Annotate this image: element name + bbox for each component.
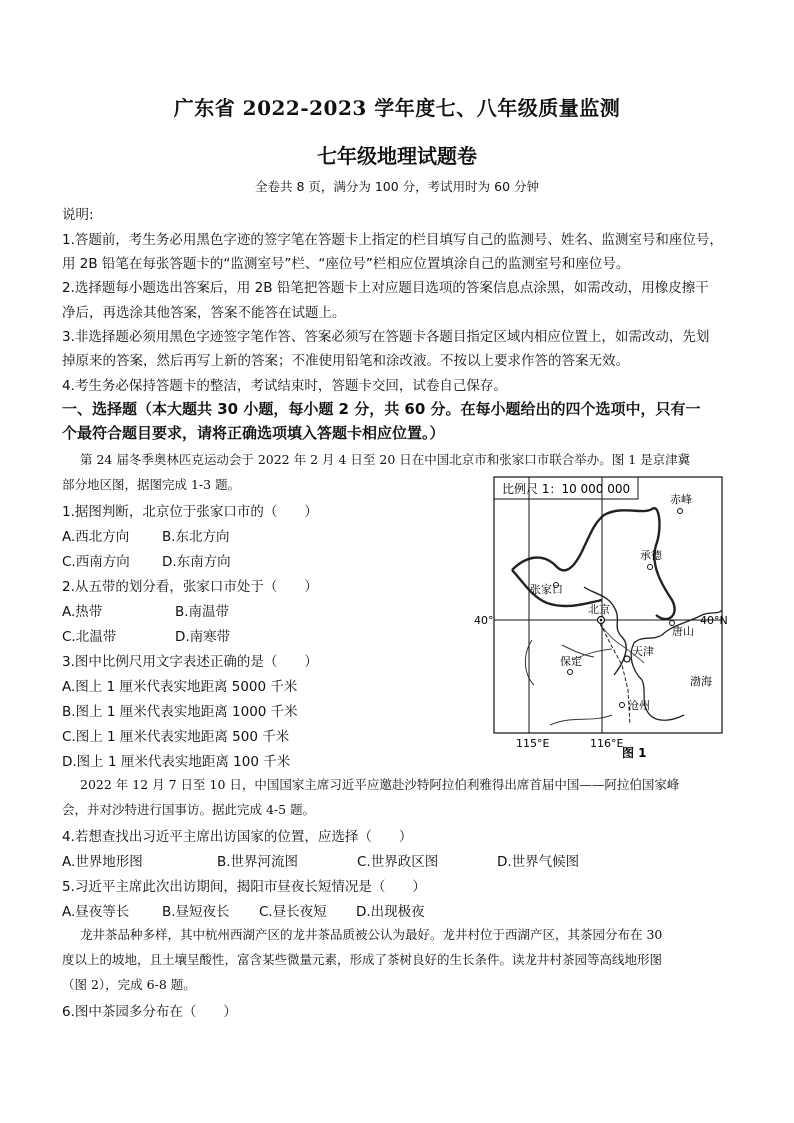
option: C.西南方向 [62, 554, 130, 570]
capital-dot [600, 619, 603, 622]
city-label-baoding: 保定 [560, 655, 582, 668]
instruction-line: 掉原来的答案，然后再写上新的答案；不准使用铅笔和涂改液。不按以上要求作答的答案无效。 [62, 353, 629, 369]
instructions-label: 说明: [62, 207, 94, 223]
instruction-line: 3.非选择题必须用黑色字迹签字笔作答、答案必须写在答题卡各题目指定区域内相应位置上，如需改动，先划 [62, 329, 710, 345]
passage-text: 度以上的坡地，且土壤呈酸性，富含某些微量元素，形成了茶树良好的生长条件。读龙井村茶园等高线地形图 [62, 952, 663, 967]
option: A.世界地形图 [62, 854, 143, 870]
exam-title: 广东省 2022-2023 学年度七、八年级质量监测 [173, 96, 621, 120]
city-marker-baoding [568, 670, 573, 675]
lon-label-115: 115°E [516, 737, 550, 750]
city-label-zhangjiakou: 张家口 [530, 583, 563, 596]
option: B.昼短夜长 [162, 904, 230, 920]
city-label-beijing: 北京 [588, 603, 610, 616]
question-stem: 6.图中茶园多分布在（ ） [62, 1004, 237, 1020]
lon-label-116: 116°E [590, 737, 624, 750]
option: C.图上 1 厘米代表实地距离 500 千米 [62, 729, 290, 745]
question-stem: 5.习近平主席此次出访期间，揭阳市昼夜长短情况是（ ） [62, 879, 426, 895]
passage-text: （图 2），完成 6-8 题。 [62, 977, 196, 992]
option: C.北温带 [62, 629, 117, 645]
question-stem: 1.据图判断，北京位于张家口市的（ ） [62, 504, 318, 520]
option: D.出现极夜 [356, 904, 425, 920]
figure-caption: 图 1 [622, 746, 647, 760]
option: B.世界河流图 [217, 854, 299, 870]
passage-text: 2022 年 12 月 7 日至 10 日，中国国家主席习近平应邀赴沙特阿拉伯利雅得出席首届中国——阿拉伯国家峰 [80, 777, 680, 792]
admin-boundary [525, 640, 612, 725]
option: D.图上 1 厘米代表实地距离 100 千米 [62, 754, 291, 770]
option: A.昼夜等长 [62, 904, 130, 920]
question-stem: 2.从五带的划分看，张家口市处于（ ） [62, 579, 318, 595]
instruction-line: 4.考生务必保持答题卡的整洁，考试结束时，答题卡交回，试卷自己保存。 [62, 378, 507, 394]
city-marker-cangzhou [620, 703, 625, 708]
city-label-tianjin: 天津 [632, 645, 654, 658]
city-label-tangshan: 唐山 [672, 625, 694, 638]
city-label-chengde: 承德 [640, 549, 662, 562]
city-marker-chifeng [678, 509, 683, 514]
instruction-line: 2.选择题每小题选出答案后，用 2B 铅笔把答题卡上对应题目选项的答案信息点涂黑，如需改动，用橡皮擦干 [62, 280, 709, 296]
lat-label-left: 40° [474, 614, 494, 627]
passage-text: 龙井茶品种多样，其中杭州西湖产区的龙井茶品质被公认为最好。龙井村位于西湖产区，其茶园分布在 30 [80, 927, 663, 942]
option: B.图上 1 厘米代表实地距离 1000 千米 [62, 704, 298, 720]
option: B.南温带 [175, 604, 230, 620]
passage-text: 第 24 届冬季奥林匹克运动会于 2022 年 2 月 4 日至 20 日在中国北京市和张家口市联合举办。图 1 是京津冀 [80, 452, 691, 467]
exam-info: 全卷共 8 页，满分为 100 分，考试用时为 60 分钟 [254, 179, 540, 194]
city-label-cangzhou: 沧州 [628, 699, 650, 712]
option: D.世界气候图 [497, 854, 580, 870]
option: D.南寒带 [175, 629, 231, 645]
instruction-line: 1.答题前，考生务必用黑色字迹的签字笔在答题卡上指定的栏目填写自己的监测号、姓名、监测室号和座位号， [62, 232, 723, 248]
option: C.世界政区图 [357, 854, 439, 870]
exam-subtitle: 七年级地理试题卷 [317, 144, 477, 168]
passage-text: 会，并对沙特进行国事访。据此完成 4-5 题。 [62, 802, 316, 817]
question-stem: 3.图中比例尺用文字表述正确的是（ ） [62, 654, 318, 670]
option: B.东北方向 [162, 529, 230, 545]
figure-1-map [472, 475, 734, 765]
city-marker-chengde [648, 565, 653, 570]
instruction-line: 用 2B 铅笔在每张答题卡的“监测室号”栏、“座位号”栏相应位置填涂自己的监测室号和座位号。 [62, 256, 630, 272]
option: D.东南方向 [162, 554, 231, 570]
passage-text: 部分地区图，据图完成 1-3 题。 [62, 477, 241, 492]
city-marker-tianjin [624, 656, 630, 662]
question-stem: 4.若想查找出习近平主席出访国家的位置，应选择（ ） [62, 829, 413, 845]
option: C.昼长夜短 [259, 904, 327, 920]
scale-label: 比例尺 1：10 000 000 [502, 482, 631, 496]
option: A.图上 1 厘米代表实地距离 5000 千米 [62, 679, 298, 695]
instruction-line: 净后，再选涂其他答案，答案不能答在试题上。 [62, 305, 346, 321]
option: A.热带 [62, 604, 103, 620]
section-heading: 个最符合题目要求，请将正确选项填入答题卡相应位置。） [62, 424, 445, 442]
city-label-chifeng: 赤峰 [670, 493, 692, 506]
option: A.西北方向 [62, 529, 130, 545]
section-heading: 一、选择题（本大题共 30 小题，每小题 2 分，共 60 分。在每小题给出的四个选项中，只有一 [62, 400, 701, 418]
sea-label-bohai: 渤海 [690, 675, 712, 688]
lat-label-right: 40°N [700, 614, 728, 627]
